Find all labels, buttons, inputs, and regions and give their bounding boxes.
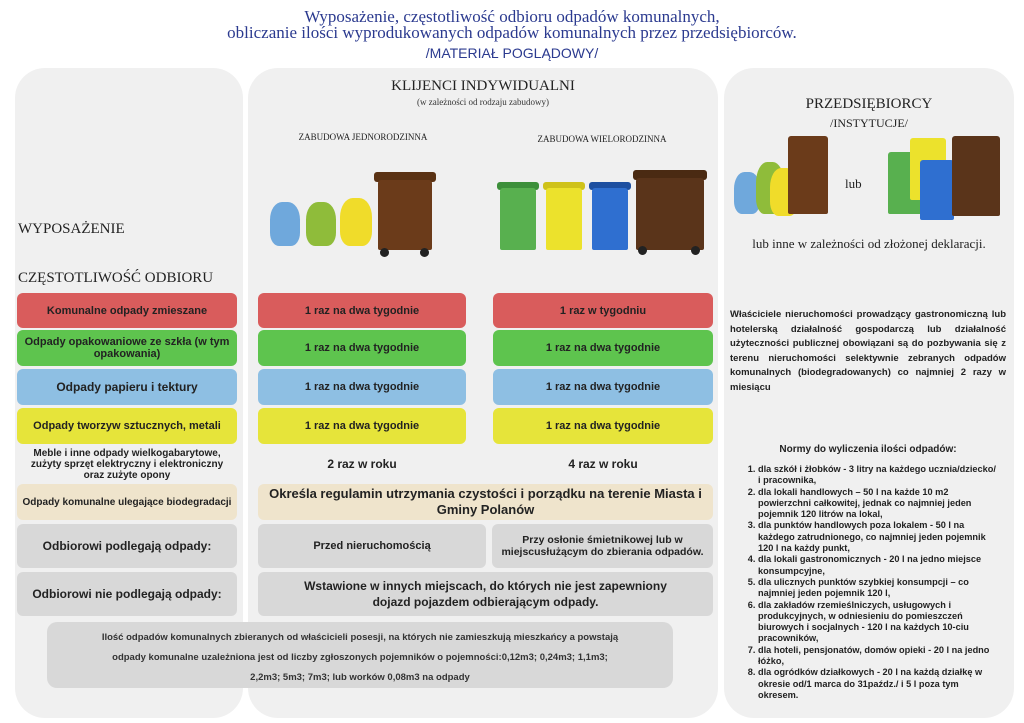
row-bio-value: Określa regulamin utrzymania czystości i porządku na terenie Miasta i Gminy Polanów [258,484,713,520]
blue-bag-icon [270,202,300,246]
page-title-line-1: Wyposażenie, częstotliwość odbioru odpadów komunalnych, [304,7,720,26]
blue-bin-icon [920,160,954,220]
individual-clients-subtitle: (w zależności od rodzaju zabudowy) [417,97,549,107]
large-brown-container-icon [636,178,704,250]
collected-multi: Przy osłonie śmietnikowej lub w miejscusłużącym do zbierania odpadów. [492,524,713,568]
equipment-label: WYPOSAŻENIE [18,221,125,237]
collected-label: Odbiorowi podlegają odpady: [17,524,237,568]
row-glass-label: Odpady opakowaniowe ze szkła (w tym opakowania) [17,330,237,366]
brown-bin-icon [788,136,828,214]
green-bag-icon [306,202,336,246]
row-paper-label: Odpady papieru i tektury [17,369,237,405]
page-title-line-2: obliczanie ilości wyprodukowanych odpadów komunalnych przez przedsiębiorców. [227,23,797,42]
collected-single: Przed nieruchomością [258,524,486,568]
row-plastic-metal-label: Odpady tworzyw sztucznych, metali [17,408,237,444]
norm-item: 8. dla ogródków działkowych - 20 l na każdą działkę w okresie od/1 marca do 31paźdz./ i 5 l poza tym okresem. [758,667,996,701]
footer-line-2: odpady komunalne uzależniona jest od liczby zgłoszonych pojemników o pojemności:0,12m3; 0,24m3; 1,1m3; [112,652,608,663]
row-bulky-multi: 4 raz w roku [568,457,638,471]
brown-bin-icon [378,180,432,250]
gastro-rule-text: Właściciele nieruchomości prowadzący gastronomiczną lub hotelerską działalność gospodarczą lub działalność użyteczności publicznej obowiązani są do pozbywania się z terenu nieruchomości selektywnie zebranych odpadów komunalnych (biodegradowanych) co najmniej 2 razy w miesiącu [730,309,1006,393]
single-family-heading: ZABUDOWA JEDNORODZINNA [298,132,428,142]
not-collected-label: Odbiorowi nie podlegają odpady: [17,572,237,616]
norms-list [736,464,996,701]
row-glass-multi: 1 raz na dwa tygodnie [493,330,713,366]
row-mixed-waste-label: Komunalne odpady zmieszane [17,293,237,328]
norm-item: 4. dla lokali gastronomicznych - 20 l na jedno miejsce konsumpcyjne, [758,554,996,577]
row-plastic-metal-multi: 1 raz na dwa tygodnie [493,408,713,444]
or-label: lub [845,176,862,191]
row-bulky-label: Meble i inne odpady wielkogabarytowe, zużyty sprzęt elektryczny i elektroniczny oraz zużyte opony [30,447,224,481]
wheel-icon [638,246,647,255]
multi-family-heading: ZABUDOWA WIELORODZINNA [537,134,667,144]
norm-item: 3. dla punktów handlowych poza lokalem - 50 l na każdego zatrudnionego, co najmniej jeden pojemnik 120 l na każdy punkt, [758,520,996,554]
large-brown-container-icon [952,136,1000,216]
norm-item: 6. dla zakładów rzemieślniczych, usługowych i produkcyjnych, w odniesieniu do pomieszczeń biurowych i socjalnych - 120 l na każdych 10-ciu pracowników, [758,600,996,645]
footer-line-1: Ilość odpadów komunalnych zbieranych od właścicieli posesji, na których nie zamieszkują mieszkańcy a powstają [101,632,619,643]
blue-bin-icon [592,188,628,250]
norms-title: Normy do wyliczenia ilości odpadów: [779,444,957,455]
wheel-icon [691,246,700,255]
row-bulky-single: 2 raz w roku [327,457,397,471]
row-glass-single: 1 raz na dwa tygodnie [258,330,466,366]
wheel-icon [420,248,429,257]
yellow-bag-icon [340,198,372,246]
norm-item: 1. dla szkół i żłobków - 3 litry na każdego ucznia/dziecko/ i pracownika, [758,464,996,487]
business-bins-illustration-1 [732,132,832,224]
row-mixed-waste-single: 1 raz na dwa tygodnie [258,293,466,328]
frequency-label: CZĘSTOTLIWOŚĆ ODBIORU [18,270,214,286]
norm-item: 5. dla ulicznych punktów szybkiej konsumpcji – co najmniej jeden pojemnik 120 l, [758,577,996,600]
business-note: lub inne w zależności od złożonej deklaracji. [752,236,986,251]
multi-family-bins-illustration [495,168,710,258]
row-plastic-metal-single: 1 raz na dwa tygodnie [258,408,466,444]
single-family-bins-illustration [268,168,448,258]
row-paper-single: 1 raz na dwa tygodnie [258,369,466,405]
wheel-icon [380,248,389,257]
page-subtitle: /MATERIAŁ POGLĄDOWY/ [425,45,599,61]
business-title: PRZEDSIĘBIORCY [805,96,933,112]
norm-item: 7. dla hoteli, pensjonatów, domów opieki - 20 l na jedno łóżko, [758,645,996,668]
row-mixed-waste-multi: 1 raz w tygodniu [493,293,713,328]
footer-line-3: 2,2m3; 5m3; 7m3; lub worków 0,08m3 na odpady [250,672,470,683]
yellow-bin-icon [546,188,582,250]
individual-clients-title: KLIJENCI INDYWIDUALNI [391,78,575,94]
row-paper-multi: 1 raz na dwa tygodnie [493,369,713,405]
row-bio-label: Odpady komunalne ulegające biodegradacji [17,484,237,520]
green-bin-icon [500,188,536,250]
norm-item: 2. dla lokali handlowych – 50 l na każde 10 m2 powierzchni całkowitej, jednak co najmniej jeden pojemnik 120 litrów na lokal, [758,487,996,521]
footer-note [47,622,673,688]
not-collected-value: Wstawione w innych miejscach, do których nie jest zapewniony dojazd pojazdem odbierającym odpady. [258,572,713,616]
business-subtitle: /INSTYTUCJE/ [830,116,908,130]
business-bins-illustration-2 [886,132,1004,224]
